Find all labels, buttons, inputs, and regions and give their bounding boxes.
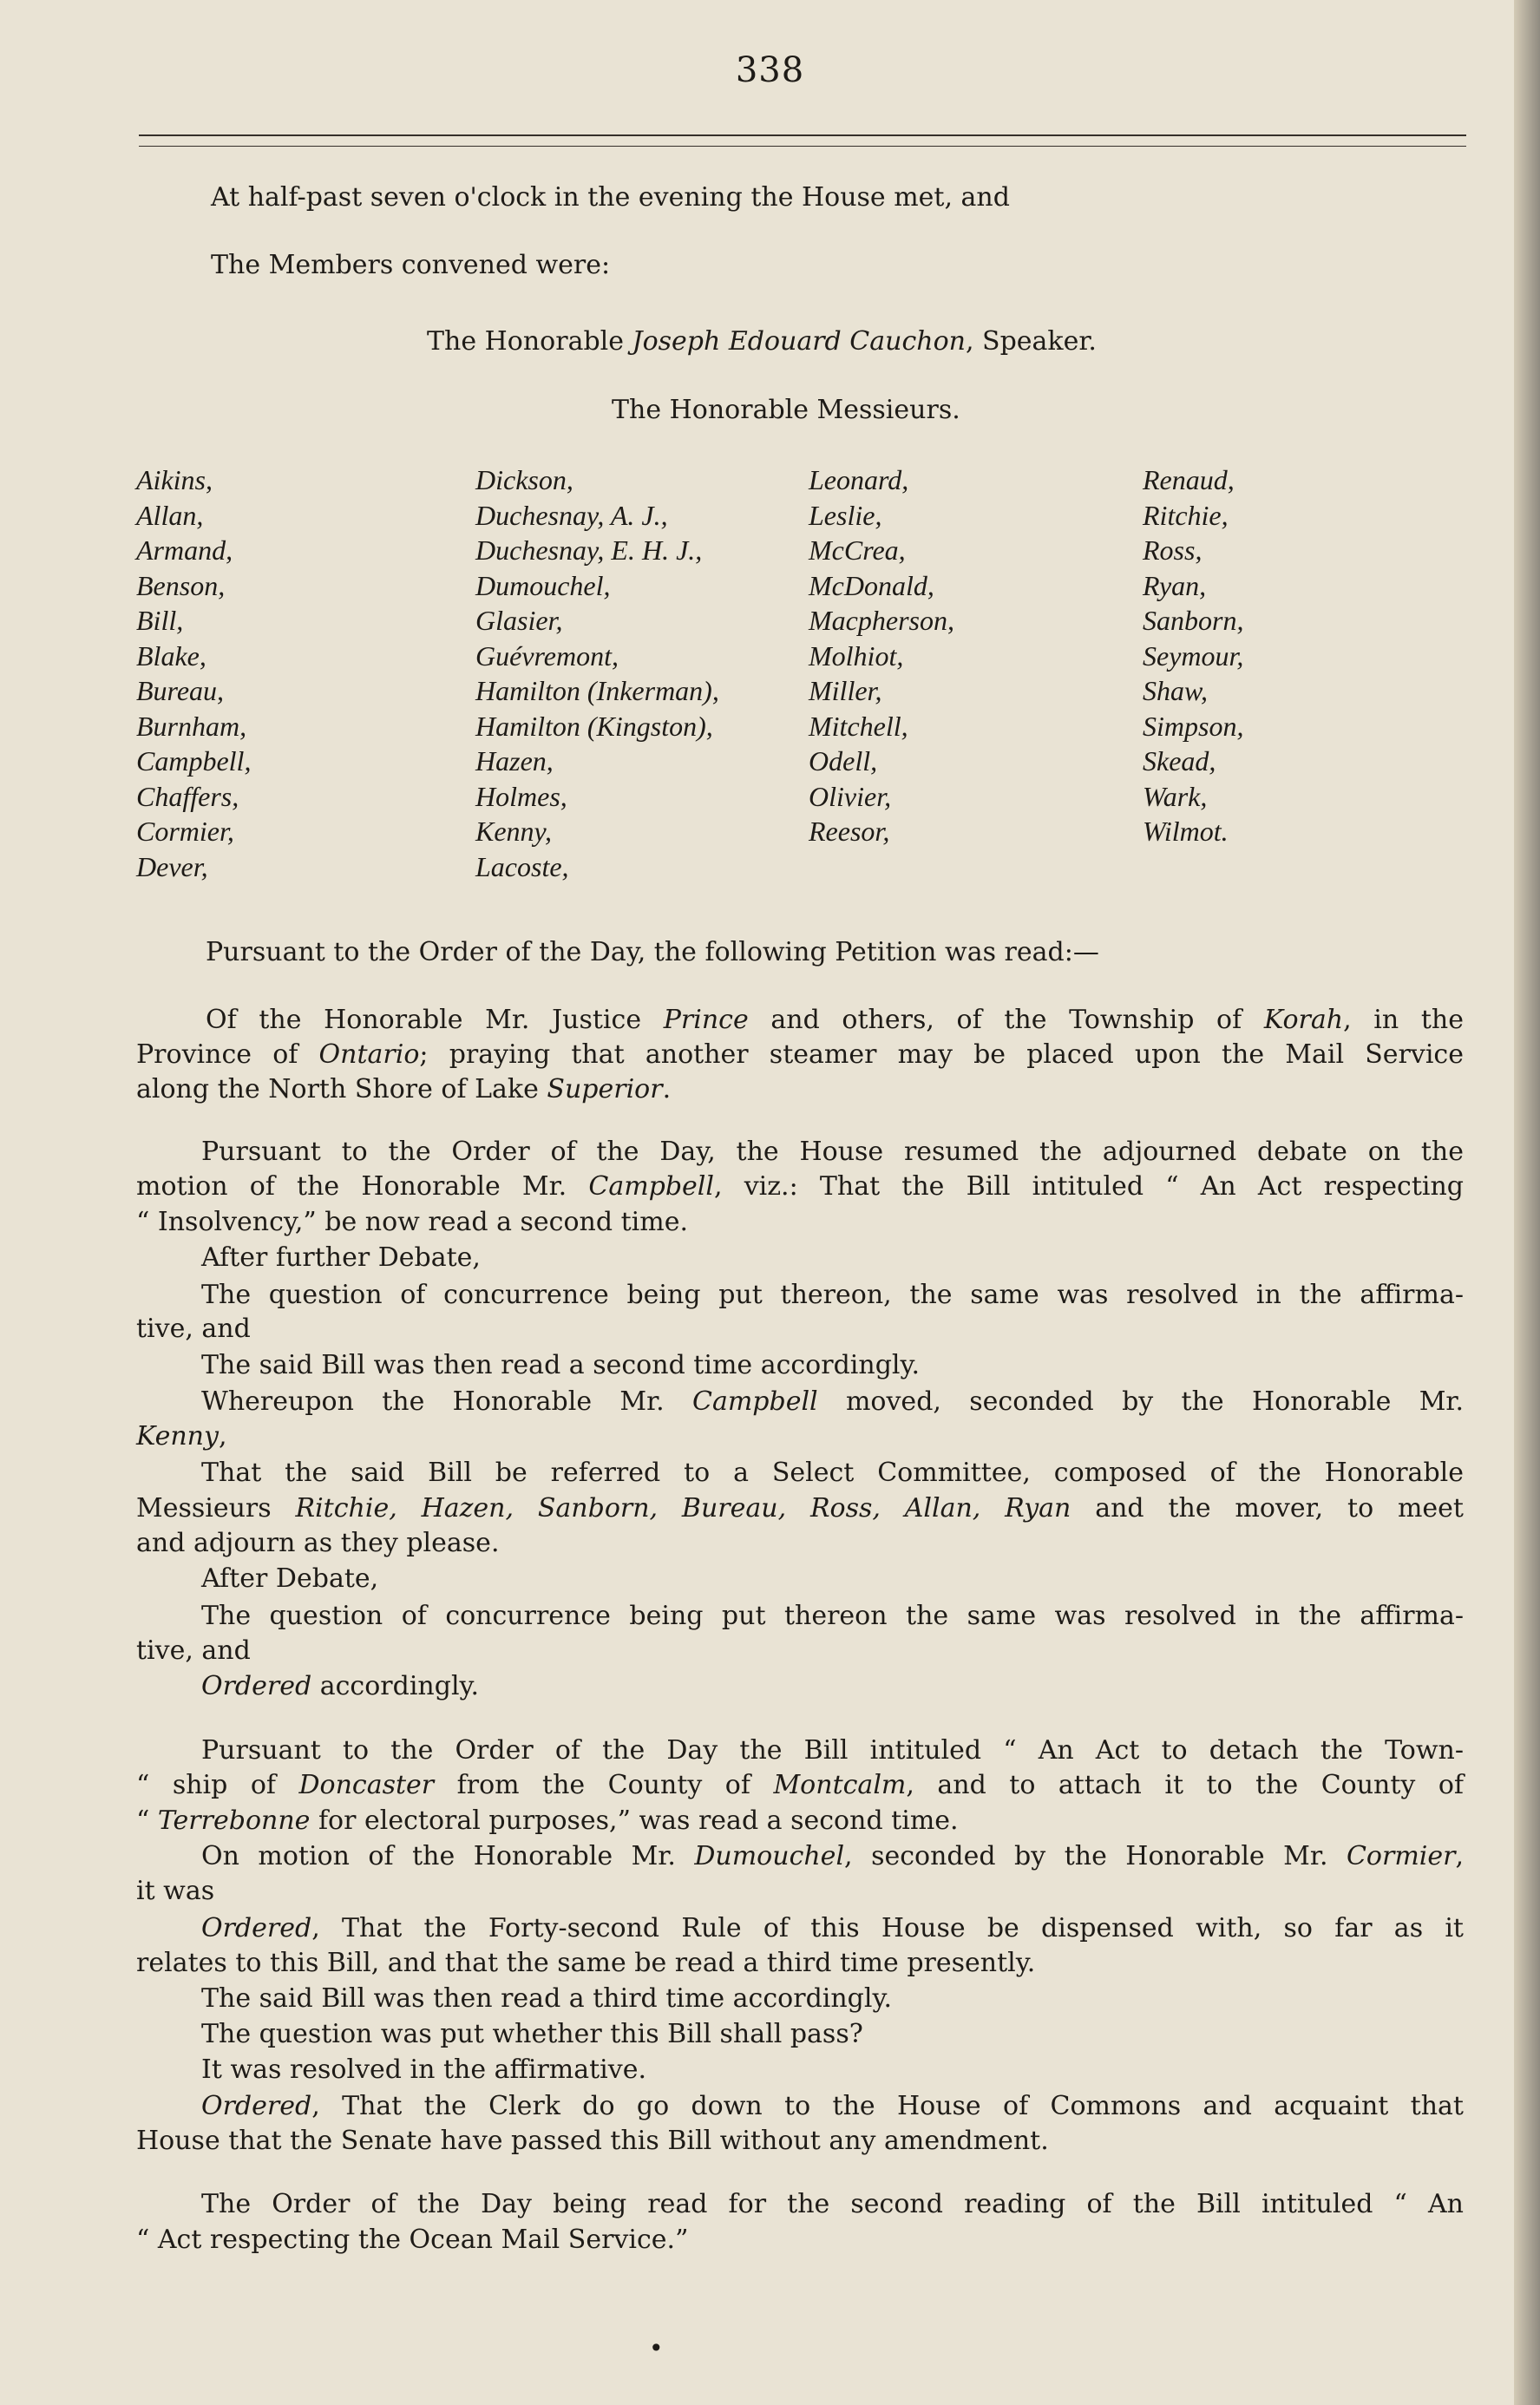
member-name: Ryan, <box>1143 569 1207 601</box>
text-run: , <box>218 1421 227 1452</box>
ocean-mail-line-2: “ Act respecting the Ocean Mail Service.” <box>136 2225 689 2255</box>
doncaster-line-4 <box>201 1841 1464 1871</box>
member-name: Leslie, <box>809 499 882 531</box>
speaker-name: Joseph Edouard Cauchon <box>632 326 966 357</box>
margin-dot: • <box>649 2334 664 2362</box>
member-name: Molhiot, <box>809 639 904 672</box>
member-name: Dumouchel, <box>475 569 611 601</box>
member-name: Mitchell, <box>809 710 908 742</box>
member-name: Guévremont, <box>475 639 619 672</box>
text-run: , viz.: That the Bill intituled “ An Act respecting <box>714 1171 1465 1202</box>
member-name: Armand, <box>136 534 233 566</box>
doncaster-line-10: It was resolved in the affirmative. <box>201 2054 647 2085</box>
messieurs-heading: The Honorable Messieurs. <box>612 395 960 425</box>
member-name: Hamilton (Inkerman), <box>475 675 719 706</box>
insolvency-line-16 <box>201 1671 479 1701</box>
insolvency-line-12: and adjourn as they please. <box>136 1528 500 1558</box>
doncaster-line-7: relates to this Bill, and that the same be read a third time presently. <box>136 1948 1036 1978</box>
text-run: , <box>1455 1841 1465 1871</box>
name-run: Korah <box>1263 1005 1344 1035</box>
doncaster-line-12: House that the Senate have passed this Bill without any amendment. <box>136 2126 1049 2156</box>
doncaster-line-9: The question was put whether this Bill shall pass? <box>201 2019 863 2049</box>
doncaster-line-8: The said Bill was then read a third time accordingly. <box>201 1983 892 2014</box>
member-name: Hazen, <box>475 745 554 777</box>
doncaster-line-5: it was <box>136 1876 215 1906</box>
text-run: for electoral purposes,” was read a second time. <box>310 1805 959 1836</box>
text-run: , That the Forty-second Rule of this House be dispensed with, so far as it <box>311 1913 1464 1943</box>
member-name: Aikins, <box>136 464 213 495</box>
member-name: Seymour, <box>1143 639 1244 672</box>
name-run: Dumouchel <box>694 1841 845 1871</box>
insolvency-line-14: The question of concurrence being put thereon the same was resolved in the affirma- <box>201 1601 1464 1631</box>
text-run: from the County of <box>434 1770 774 1800</box>
name-run: Ordered <box>201 2091 312 2121</box>
member-name: Hamilton (Kingston), <box>475 710 713 742</box>
petition-line-2 <box>136 1039 1464 1070</box>
member-name: Dever, <box>136 850 208 882</box>
member-name: McCrea, <box>809 534 906 566</box>
doncaster-line-2 <box>136 1770 1464 1800</box>
insolvency-line-5: The question of concurrence being put thereon, the same was resolved in the affirma- <box>201 1280 1464 1310</box>
text-run: along the North Shore of Lake <box>136 1074 547 1104</box>
name-run: Montcalm <box>773 1770 907 1800</box>
insolvency-line-6: tive, and <box>136 1314 251 1344</box>
doncaster-line-6 <box>201 1913 1464 1943</box>
name-run: Cormier <box>1346 1841 1456 1871</box>
member-name: Leonard, <box>809 464 909 495</box>
insolvency-line-7: The said Bill was then read a second time accordingly. <box>201 1350 921 1380</box>
member-name: Allan, <box>136 499 204 531</box>
petition-line-3 <box>136 1074 671 1104</box>
text-run: Province of <box>136 1039 319 1070</box>
name-run: Ritchie, Hazen, Sanborn, Bureau, Ross, Allan, Ryan <box>295 1493 1071 1524</box>
page-number: 338 <box>735 50 805 90</box>
name-run: Campbell <box>692 1386 818 1417</box>
time-line: At half-past seven o'clock in the evening the House met, and <box>211 182 1010 213</box>
name-run: Ordered <box>201 1671 312 1701</box>
convened-line: The Members convened were: <box>211 250 611 280</box>
petition-intro: Pursuant to the Order of the Day, the following Petition was read:— <box>206 937 1099 967</box>
member-name: Burnham, <box>136 710 247 742</box>
text-run: “ <box>136 1805 158 1836</box>
member-name: Lacoste, <box>475 850 569 882</box>
name-run: Kenny <box>136 1421 219 1452</box>
member-name: Duchesnay, A. J., <box>475 499 668 531</box>
member-name: Ritchie, <box>1143 499 1229 531</box>
text-run: , seconded by the Honorable Mr. <box>844 1841 1347 1871</box>
text-run: , in the <box>1343 1005 1464 1035</box>
member-name: Wark, <box>1143 780 1208 812</box>
member-name: Cormier, <box>136 816 234 847</box>
text-run: and the mover, to meet <box>1071 1493 1464 1524</box>
member-name: Bill, <box>136 605 184 636</box>
member-name: Bureau, <box>136 675 225 706</box>
member-name: Miller, <box>809 675 882 706</box>
insolvency-line-2 <box>136 1171 1464 1202</box>
ocean-mail-line-1: The Order of the Day being read for the second reading of the Bill intituled “ An <box>201 2189 1464 2219</box>
member-name: Ross, <box>1143 534 1203 566</box>
insolvency-line-1: Pursuant to the Order of the Day, the House resumed the adjourned debate on the <box>201 1137 1464 1167</box>
member-name: Shaw, <box>1143 675 1208 706</box>
text-run: “ ship of <box>136 1770 299 1800</box>
header-rule <box>139 134 1466 136</box>
text-run: Messieurs <box>136 1493 296 1524</box>
text-run: Of the Honorable Mr. Justice <box>206 1005 664 1035</box>
doncaster-line-3 <box>136 1805 959 1836</box>
doncaster-line-1: Pursuant to the Order of the Day the Bill intituled “ An Act to detach the Town- <box>201 1735 1464 1766</box>
text-run: motion of the Honorable Mr. <box>136 1171 589 1202</box>
member-name: Skead, <box>1143 745 1216 777</box>
insolvency-line-3: “ Insolvency,” be now read a second time. <box>136 1207 688 1237</box>
name-run: Terrebonne <box>157 1805 311 1836</box>
speaker-line <box>427 326 1097 357</box>
member-name: Odell, <box>809 745 878 777</box>
member-name: Olivier, <box>809 780 892 812</box>
member-name: McDonald, <box>809 569 934 601</box>
member-name: Simpson, <box>1143 710 1244 742</box>
member-name: Campbell, <box>136 745 252 777</box>
header-rule-secondary <box>139 146 1466 147</box>
text-run: ; praying that another steamer may be placed upon the Mail Service <box>419 1039 1464 1070</box>
member-name: Macpherson, <box>809 605 954 636</box>
text-run: and others, of the Township of <box>748 1005 1264 1035</box>
petition-line-1 <box>206 1005 1464 1035</box>
member-name: Sanborn, <box>1143 605 1244 636</box>
member-name: Glasier, <box>475 605 563 636</box>
member-name: Benson, <box>136 569 226 601</box>
insolvency-line-8 <box>201 1386 1464 1417</box>
member-name: Holmes, <box>475 780 567 812</box>
member-name: Blake, <box>136 639 206 672</box>
text-run: moved, seconded by the Honorable Mr. <box>817 1386 1464 1417</box>
insolvency-line-11 <box>136 1493 1464 1524</box>
text-run: , and to attach it to the County of <box>906 1770 1464 1800</box>
speaker-suffix: , Speaker. <box>965 326 1097 357</box>
text-run: , That the Clerk do go down to the House of Commons and acquaint that <box>311 2091 1464 2121</box>
name-run: Campbell <box>588 1171 714 1202</box>
member-name: Kenny, <box>475 816 552 847</box>
insolvency-line-15: tive, and <box>136 1635 251 1666</box>
name-run: Ordered <box>201 1913 312 1943</box>
name-run: Doncaster <box>298 1770 435 1800</box>
text-run: Whereupon the Honorable Mr. <box>201 1386 693 1417</box>
member-name: Chaffers, <box>136 780 239 812</box>
member-name: Wilmot. <box>1143 816 1229 847</box>
name-run: Prince <box>663 1005 749 1035</box>
text-run: On motion of the Honorable Mr. <box>201 1841 695 1871</box>
member-name: Dickson, <box>475 464 573 495</box>
text-run: . <box>662 1074 672 1104</box>
insolvency-line-4: After further Debate, <box>201 1242 481 1273</box>
doncaster-line-11 <box>201 2091 1464 2121</box>
insolvency-line-10: That the said Bill be referred to a Select Committee, composed of the Honorable <box>201 1458 1464 1488</box>
member-name: Reesor, <box>809 816 890 847</box>
name-run: Ontario <box>318 1039 420 1070</box>
text-run: accordingly. <box>311 1671 480 1701</box>
insolvency-line-13: After Debate, <box>201 1563 379 1594</box>
name-run: Superior <box>547 1074 663 1104</box>
insolvency-line-9 <box>136 1421 227 1452</box>
page-edge <box>1514 0 1540 2405</box>
speaker-prefix: The Honorable <box>427 326 632 357</box>
member-name: Renaud, <box>1143 464 1235 495</box>
member-name: Duchesnay, E. H. J., <box>475 534 703 566</box>
